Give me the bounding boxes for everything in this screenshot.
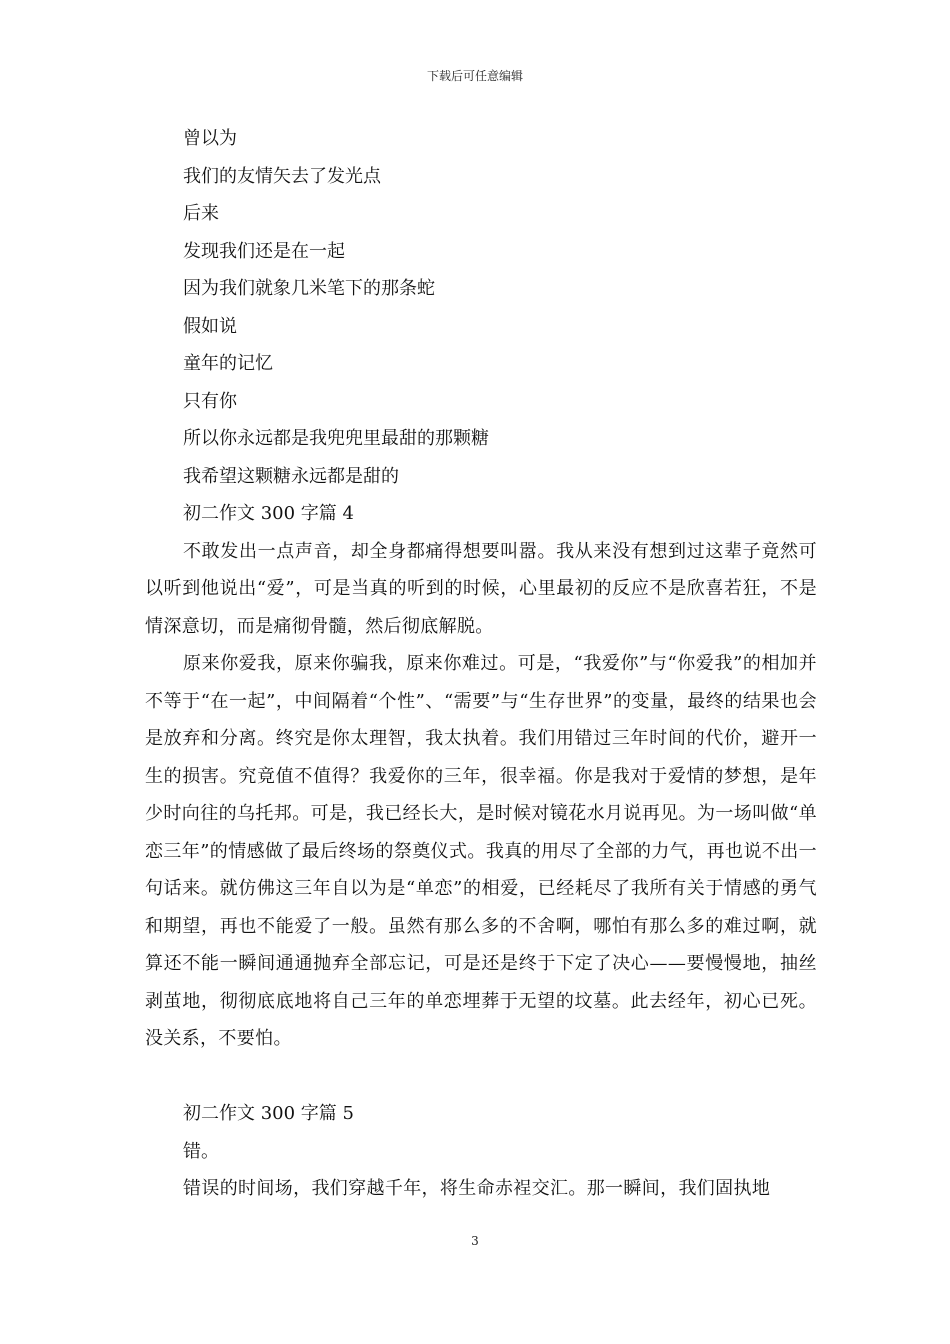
page-header: 下载后可任意编辑 xyxy=(426,69,523,83)
paragraph: 错误的时间场，我们穿越千年，将生命赤裎交汇。那一瞬间，我们固执地 xyxy=(183,1178,771,1199)
paragraph: 不敢发出一点声音，却全身都痛得想要叫嚣。我从来没有想到过这辈子竟然可以听到他说出“爱”，可是当真的听到的时候，心里最初的反应不是欣喜若狂，不是情深意切，而是痛彻骨髓，然后彻底解脱。 xyxy=(145,540,817,637)
poem-line: 我们的友情矢去了发光点 xyxy=(183,165,381,187)
poem-line: 所以你永远都是我兜兜里最甜的那颗糖 xyxy=(183,428,489,449)
document-body xyxy=(145,120,817,1208)
spacer xyxy=(145,1058,817,1096)
short-line: 错。 xyxy=(183,1140,219,1162)
page-number: 3 xyxy=(471,1234,479,1248)
poem-line: 后来 xyxy=(183,203,219,224)
poem-line: 我希望这颗糖永远都是甜的 xyxy=(183,465,399,487)
paragraph: 原来你爱我，原来你骗我，原来你难过。可是，“我爱你”与“你爱我”的相加并不等于“在一起”，中间隔着“个性”、“需要”与“生存世界”的变量，最终的结果也会是放弃和分离。终究是你太理智，我太执着。我们用错过三年时间的代价，避开一生的损害。究竟值不值得？我爱你的三年，很幸福。你是我对于爱情的梦想，是年少时向往的乌托邦。可是，我已经长大，是时候对镜花水月说再见。为一场叫做“单恋三年”的情感做了最后终场的祭奠仪式。我真的用尽了全部的力气，再也说不出一句话来。就仿佛这三年自以为是“单恋”的相爱，已经耗尽了我所有关于情感的勇气和期望，再也不能爱了一般。虽然有那么多的不舍啊，哪怕有那么多的难过啊，就算还不能一瞬间通通抛弃全部忘记，可是还是终于下定了决心——要慢慢地，抽丝剥茧地，彻彻底底地将自己三年的单恋埋葬于无望的坟墓。此去经年，初心已死。没关系，不要怕。 xyxy=(145,653,817,1049)
poem-line: 只有你 xyxy=(183,390,237,412)
poem-line: 童年的记忆 xyxy=(183,353,273,374)
section-heading-4: 初二作文 300 字篇 4 xyxy=(183,503,354,524)
poem-line: 因为我们就象几米笔下的那条蛇 xyxy=(183,278,435,299)
section-heading-5: 初二作文 300 字篇 5 xyxy=(183,1103,354,1124)
poem-line: 曾以为 xyxy=(183,128,237,149)
poem-line: 发现我们还是在一起 xyxy=(183,240,345,262)
poem-line: 假如说 xyxy=(183,315,237,337)
